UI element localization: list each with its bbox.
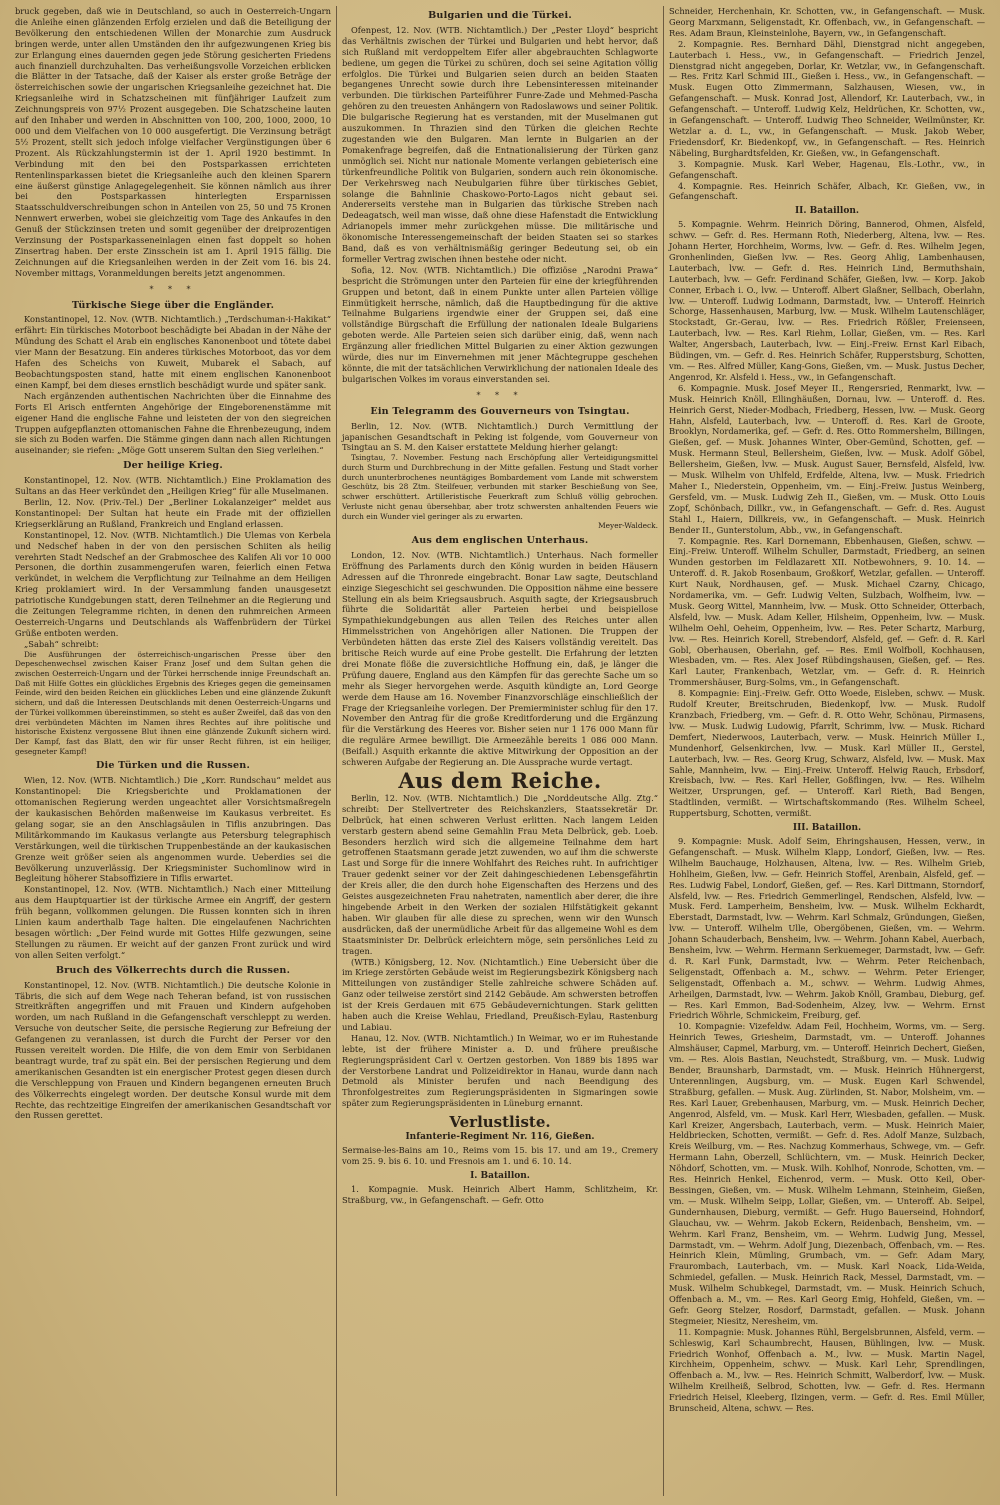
article-paragraph: Hanau, 12. Nov. (WTB. Nichtamtlich.) In Weimar, wo er im Ruhestande lebte, ist der frühere Minister a. D. und frühere preußische Regierungspräsident Carl v. Oertzen gestorben. Von 1889 bis 1895 war der Verstorbene Landrat und Polizeidirektor in Hanau, wurde dann nach Detmold als Minister berufen und nach Beendigung des Thronfolgestreites zum Regierungspräsidenten in Sigmaringen sowie später zum Regierungspräsidenten in Lüneburg ernannt. bbox=[342, 1032, 658, 1109]
article-paragraph: Berlin, 12. Nov. (WTB. Nichtamtlich.) Durch Vermittlung der japanischen Gesandtschaft in Peking ist folgende, vom Gouverneur von Tsingtau an S. M. den Kaiser erstattete Meldung hierher gelangt: bbox=[342, 420, 658, 453]
casualty-list-entry: Schneider, Herchenhain, Kr. Schotten, vw., in Gefangenschaft. — Musk. Georg Marxmann, Seligenstadt, Kr. Offenbach, vw., in Gefangenschaft. — Res. Adam Braun, Kleinsteinlohe, Bayern, vw., in Gefangenschaft. bbox=[669, 6, 985, 38]
headline-heiliger-krieg: Der heilige Krieg. bbox=[123, 460, 223, 472]
headline-voelkerrecht: Bruch des Völkerrechts durch die Russen. bbox=[55, 964, 291, 976]
casualty-list-entry: 8. Kompagnie: Einj.-Freiw. Gefr. Otto Woede, Eisleben, schwv. — Musk. Rudolf Kreuter, Breitschruden, Biedenkopf, lvw. — Musk. Rudolf Kranzbach, Friedberg, vm. — Gefr. d. R. Otto Wehr, Schönau, Pirmasens, lvw. — Musk. Ludwig Ludowig, Pfarrlt, Schrimm, lvw. — Musk. Richard Demfert, Niederwoos, Lauterbach, verw. — Musk. Heinrich Müller I., Mundenhorf, Gelsenkirchen, lvw. — Musk. Karl Müller II., Gerstel, Lauterbach, lvw. — Res. Georg Krug, Schwarz, Alsfeld, lvw. — Musk. Max Sahle, Mannheim, lvw. — Einj.-Freiw. Unteroff. Helwig Rauch, Erbsdorf, Kreisbach, lvw. — Res. Karl Heller, Goßflingen, lvw. — Res. Wilhelm Weitzer, Ursprungen, gef. — Unteroff. Karl Rieth, Bad Bengen, Stadtlinden, vermißt. — Wirtschaftskommando (Res. Wilhelm Scheel, Ruppertsburg, Schotten, vermißt. bbox=[669, 688, 985, 819]
casualty-list-entry: 1. Kompagnie. Musk. Heinrich Albert Hamm, Schlitzheim, Kr. Straßburg, vw., in Gefangenschaft. — Gefr. Otto bbox=[342, 1183, 658, 1205]
separator: * * * bbox=[476, 390, 524, 400]
section-title-verlustliste: Verlustliste. bbox=[449, 1113, 551, 1132]
article-paragraph: London, 12. Nov. (WTB. Nichtamtlich.) Unterhaus. Nach formeller Eröffnung des Parlaments durch den König wurden in beiden Häusern Adressen auf die Thronrede eingebracht. Bonar Law sagte, Deutschland einzige Siegeschicht sei geschwunden. Die Opposition nähme eine bessere Stellung ein als beim Kriegsausbruch. Asquith sagte, der Kriegsausbruch führte die Solidarität aller Parteien herbei und beispiellose Sympathiekundgebungen aus allen Teilen des Reiches unter allen Himmelsstrichen von Angehörigen aller Nationen. Die Truppen der Verbündeten hätten das erste Ziel des Kaisers vollständig vereitelt. Das britische Reich wurde auf eine Probe gestellt. Die Erfahrung der letzten drei Monate flöße die zuversichtliche Hoffnung ein, daß, je länger die Prüfung dauere, England aus den Kämpfen für das gerechte Sache um so mehr als Sieger hervorgehen werde. Asquith kündigte an, Lord George werde dem Hause am 16. November Finanzvorschläge einschließlich der Frage der Kriegsanleihe vorlegen. Der Premierminister schlug für den 17. November den Antrag für die große Kreditforderung und die Ergänzung für die Verstärkung des Heeres vor. Bisher seien nur 1 176 000 Mann für die reguläre Armee bewilligt. Die Armeezähle bereits 1 086 000 Mann. (Beifall.) Asquith erkannte die aktive Mitwirkung der Opposition an der schweren Aufgabe der Regierung an. Die Aussprache wurde vertagt. bbox=[342, 549, 658, 768]
headline-tsingtau: Ein Telegramm des Gouverneurs von Tsingtau. bbox=[370, 405, 630, 417]
casualty-list-entry: 3. Kompagnie. Musk. Karl Weber, Hagenau, Els.-Lothr., vw., in Gefangenschaft. bbox=[669, 158, 985, 180]
battalion-heading: II. Bataillon. bbox=[794, 206, 860, 217]
headline-bulgarien-tuerkei: Bulgarien und die Türkei. bbox=[428, 10, 572, 21]
regiment-heading: Infanterie-Regiment Nr. 116, Gießen. bbox=[405, 1132, 595, 1143]
casualty-list-entry: 5. Kompagnie. Wehrm. Heinrich Döring, Bannerod, Ohmen, Alsfeld, schwv. — Gefr. d. Res. Hermann Roth, Niederberg, Altena, lvw. — Res. Johann Herter, Horchheim, Worms, lvw. — Gefr. d. Res. Wilhelm Jegen, Gronhenlinden, Gießen lvw. — Res. Georg Ahlig, Lambenhausen, Lauterbach, lvw. — Gefr. d. Res. Heinrich Lind, Bermuthshain, Lauterbach, lvw. — Gefr. Ferdinand Schäfer, Gießen, lvw. — Korp. Jakob Conner, Erbach i. O., lvw. — Unteroff. Albert Glaßner, Sellbach, Oberlahn, lvw. — Unteroff. Ludwig Lodmann, Darmstadt, lvw. — Unteroff. Heinrich Schorge, Hassenhausen, Marburg, lvw. — Musk. Wilhelm Lautenschläger, Stockstadt, Gr.-Gerau, lvw. — Res. Friedrich Rößler, Freienseen, Lauterbach, lvw. — Res. Karl Riehm, Lollar, Gießen, vm. — Res. Karl Walter, Angersbach, Lauterbach, lvw. — Einj.-Freiw. Ernst Karl Eibach, Büdingen, vm. — Gefr. d. Res. Heinrich Schäfer, Rupperstsburg, Schotten, vm. — Res. Alfred Müller, Kang-Gons, Gießen, vm. — Musk. Justus Decher, Angenrod, Kr. Alsfeld i. Hess., vw., in Gefangenschaft. bbox=[669, 219, 985, 382]
headline-unterhaus: Aus dem englischen Unterhaus. bbox=[411, 534, 589, 546]
headline-tuerkische-siege: Türkische Siege über die Engländer. bbox=[71, 299, 275, 311]
article-paragraph: Sofia, 12. Nov. (WTB. Nichtamtlich.) Die offiziöse „Narodni Prawa“ bespricht die Strömungen unter den Parteien für eine der kriegführenden Gruppen und betont, daß in einem Punkte unter allen Parteien völlige Einmütigkeit herrsche, nämlich, daß die Hauptbedingung für die aktive Teilnahme Bulgariens irgendwie einer der Gruppen sei, daß eine vollständige Bürgschaft die Erfüllung der nationalen Ideale Bulgariens geboten werde. Alle Parteien seien sich darüber einig, daß, wenn nach Ergänzung aller friedlichen Mittel Bulgarien zu einer Aktion gezwungen würde, dies nur im Einvernehmen mit jener Mächtegruppe geschehen könnte, die mit der tatsächlichen Verwirklichung der nationalen Ideale des bulgarischen Volkes im voraus einverstanden sei. bbox=[342, 264, 658, 384]
casualty-list-entry: 4. Kompagnie. Res. Heinrich Schäfer, Albach, Kr. Gießen, vw., in Gefangenschaft. bbox=[669, 180, 985, 202]
article-paragraph-small: Die Ausführungen der österreichisch-ungarischen Presse über den Depeschenwechsel zwischen Kaiser Franz Josef und dem Sultan gehen die zwischen Oesterreich-Ungarn und der Türkei herrschende innige Freundschaft an. Daß mit Hilfe Gottes ein glückliches Ergebnis des Krieges gegen die gemeinsamen Feinde, wird den beiden Reichen ein glückliches Leben und eine glänzende Zukunft sichern, und daß die Interessen Deutschlands mit denen Oesterreich-Ungarns und der Türkei vollkommen übereinstimmen, so steht es außer Zweifel, daß das von den drei verbündeten Mächten im Namen ihres Rechtes auf ihre politische und historische Existenz vergossene Blut ihnen eine glänzende Zukunft sichern wird. Der Kampf, fast das Blatt, den wir für unser Recht führen, ist ein heiliger, gesegneter Kampf! bbox=[15, 649, 331, 756]
article-paragraph: Berlin, 12. Nov. (Priv.-Tel.) Der „Berliner Lokalanzeiger“ meldet aus Konstantinopel: Der Sultan hat heute ein Frade mit der offiziellen Kriegserklärung an Rußland, Frankreich und England erlassen. bbox=[15, 496, 331, 529]
casualty-list-entry: 2. Kompagnie. Res. Bernhard Dähl, Dienstgrad nicht angegeben, Lauterbach i. Hess., vw., in Gefangenschaft. — Friedrich Jenzel, Dienstgrad nicht angegeben, Dorlar, Kr. Wetzlar, vw., in Gefangenschaft. — Res. Fritz Karl Schmid III., Gießen i. Hess., vw., in Gefangenschaft. — Musk. Eugen Otto Zimmermann, Salzhausen, Wiesen, vw., in Gefangenschaft. — Musk. Konrad Jost, Allendorf, Kr. Lauterbach, vw., in Gefangenschaft. — Unteroff. Ludwig Kelz, Heldrüchen, Kr. Schotten, vw., in Gefangenschaft. — Unteroff. Ludwig Theo Schneider, Weilmünster, Kr. Wetzlar a. d. L., vw., in Gefangenschaft. — Musk. Jakob Weber, Friedensdorf, Kr. Biedenkopf, vw., in Gefangenschaft. — Res. Heinrich Näbeling, Burghardtsfelden, Kr. Gießen, vw., in Gefangenschaft. bbox=[669, 38, 985, 158]
article-paragraph-small: Tsingtau, 7. November. Festung nach Erschöpfung aller Verteidigungsmittel durch Sturm und Durchbrechung in der Mitte gefallen. Festung und Stadt vorher durch ununterbrochenes neuntägiges Bombardement vom Lande mit schwerstem Geschütz, bis 28 Ztm. Steilfeuer, verbunden mit starker Beschießung von See, schwer erschüttert. Artilleristische Feuerkraft zum Schluß völlig gebrochen. Verluste nicht genau übersehbar, aber trotz schwersten anhaltenden Feuers wie durch ein Wunder viel geringer als zu erwarten. bbox=[342, 453, 658, 521]
casualty-list-entry: 6. Kompagnie. Musk. Josef Meyer II., Rengersried, Renmarkt, lvw. — Musk. Heinrich Knöll, Ellinghäußen, Dornau, lvw. — Unteroff. d. Res. Heinrich Gerst, Nieder-Modbach, Friedberg, Hessen, lvw. — Musk. Georg Hahn, Alsfeld, Lauterbach, lvw. — Unteroff. d. Res. Karl de Groote, Brooklyn, Nordamerika, gef. — Gefr. d. Res. Otto Rommershelm, Billingen, Gießen, gef. — Musk. Johannes Winter, Ober-Gemünd, Schotten, gef. — Musk. Hermann Steul, Bellersheim, Gießen, lvw. — Musk. Adolf Göbel, Bellersheim, Gießen, lvw. — Musk. August Sauer, Bernsfeld, Alsfeld, lvw. — Musk. Wilhelm von Uhlfeld, Erdfelde, Altena, lvw. — Musk. Friedrich Maher I., Niederstein, Oppenheim, vm. — Einj.-Freiw. Justus Weinberg, Gersfeld, vm. — Musk. Ludwig Zeh II., Gießen, vm. — Musk. Otto Louis Zopf, Schönbach, Dillkr., vw., in Gefangenschaft. — Gefr. d. Res. August Stahl I., Haiern, Dillkreis, vw., in Gefangenschaft. — Musk. Heinrich Bender II., Gunterstolum, Abb., vw., in Gefangenschaft. bbox=[669, 382, 985, 535]
article-paragraph: Konstantinopel, 12. Nov. (WTB. Nichtamtlich.) Nach einer Mitteilung aus dem Hauptquartier ist der türkische Armee ein Angriff, der gestern früh begann, vollkommen gelungen. Die Russen konnten sich in ihren Linien kaum anderthalb Tage halten. Die eingelaufenen Nachrichten besagen wörtlich: „Der Feind wurde mit Gottes Hilfe gezwungen, seine Stellungen zu räumen. Er weicht auf der ganzen Front zurück und wird von allen Seiten verfolgt.“ bbox=[15, 884, 331, 960]
casualty-list-entry: 11. Kompagnie: Musk. Johannes Rühl, Bergelsbrunnen, Alsfeld, verm. — Schleswig, Karl Schaumbrecht, Hausen, Bühlingen, lvw. — Musk. Friedrich Wonhof, Offenbach a. M., lvw. — Musk. Martin Nagel, Kirchheim, Oppenheim, schwv. — Musk. Karl Lehr, Sprendlingen, Offenbach a. M., lvw. — Res. Heinrich Schmitt, Walberdorf, lvw. — Musk. Wilhelm Kreilheiß, Selbrod, Schotten, lvw. — Gefr. d. Res. Hermann Friedrich Heisel, Kleeberg, Ilzingen, verm. — Gefr. d. Res. Emil Müller, Brunscheid, Altena, schwv. — Res. bbox=[669, 1326, 985, 1414]
article-paragraph: Sermaise-les-Bains am 10., Reims vom 15. bis 17. und am 19., Cremery vom 25. 9. bis 6. 10. und Fresnois am 1. und 6. 10. 14. bbox=[342, 1145, 658, 1166]
article-paragraph: Ofenpest, 12. Nov. (WTB. Nichtamtlich.) Der „Pester Lloyd“ bespricht das Verhältnis zwischen der Türkei und Bulgarien und hebt hervor, daß sich Rußland mit verdoppeltem Eifer aller abgebrauchten Schlagworte bediene, um gegen die Türkei zu schüren, doch sei seine Agitation völlig erfolglos. Die Türkei und Bulgarien seien durch an beiden Staaten begangenes Unrecht sowie durch ihre Lebensinteressen miteinander verbunden. Die türkischen Parteiführer Funre-Zade und Mehmed-Pascha gehören zu den treuesten Anhängern von Radoslawows und seiner Politik. Die bulgarische Regierung hat es verstanden, mit der Muselmanen gut auszukommen. In Thrazien sind den Türken die gleichen Rechte zugestanden wie den Bulgaren. Man lernte in Bulgarien an der Pomakenfrage begreifen, daß die Entnationalisierung der Türken ganz unmöglich sei. Nicht nur nationale Momente verlangen gebieterisch eine türkenfreundliche Politik von Bulgarien, sondern auch rein ökonomische. Der Verkehrsweg nach Neubulgarien führe über türkisches Gebiet, solange die Bahnlinie Chaskowo-Porto-Lagos nicht gebaut sei. Andererseits verstehe man in Bulgarien das türkische Streben nach Dedeagatsch, weil man wisse, daß ohne diese Hafenstadt die Entwicklung Adrianopels immer mehr zurückgehen müsse. Die militärische und ökonomische Interessengemeinschaft der beiden Staaten sei so starkes Band, daß es von verhältnismäßig geringer Bedeutung sei, ob ein formeller Vertrag zwischen ihnen bestehe oder nicht. bbox=[342, 24, 658, 264]
casualty-list-entry: 7. Kompagnie. Res. Karl Dornemann, Ebbenhausen, Gießen, schwv. — Einj.-Freiw. Unteroff. Wilhelm Schuller, Darmstadt, Friedberg, an seinen Wunden gestorben im Feldlazarett XII. Notbewohners, 9. 10. 14. — Unteroff. d. R. Jakob Rosenbaum, Großkorf, Wetzlar, gefallen. — Unteroff. Kurt Nauk, Nordhausen, gef. — Musk. Michael Czarny, Chicago, Nordamerika, vm. — Gefr. Ludwig Velten, Sulzbach, Wolfheim, lvw. — Musk. Georg Wittel, Mannheim, lvw. — Musk. Otto Schneider, Otterbach, Alsfeld, lvw. — Musk. Adam Keller, Hilsheim, Oppenheim, lvw. — Musk. Wilhelm Oehl, Oeheim, Oppenheim, lvw. — Res. Peter Schartz, Marburg, lvw. — Res. Heinrich Korell, Strebendorf, Alsfeld, gef. — Gefr. d. R. Karl Gobl, Oberhausen, Oberlahn, gef. — Res. Emil Wolfboll, Kochhausen, Wiesbaden, vm. — Res. Alex Josef Rübdingshausen, Gießen, gef. — Res. Karl Lauter, Frankenbach, Wetzlar, vm. — Gefr. d. R. Heinrich Trommershäuser, Burg-Solms, vm., in Gefangenschaft. bbox=[669, 535, 985, 688]
column-right bbox=[664, 6, 990, 1496]
article-paragraph: Konstantinopel, 12. Nov. (WTB. Nichtamtlich.) „Terdschuman-i-Hakikat“ erfährt: Ein türkisches Motorboot beschädigte bei Abadan in der Nähe der Mündung des Schatt el Arab ein englisches Kanonenboot und tötete dabei vier Mann der Besatzung. Ein anderes türkisches Motorboot, das vor dem Hafen des Scheichs von Kuweit, Mubarek el Sabach, auf Beobachtungsposten stand, hatte mit einem englischen Kanonenboot einen Kampf, bei dem dieses ernstlich beschädigt wurde und später sank. bbox=[15, 314, 331, 390]
separator: * * * bbox=[149, 284, 197, 294]
battalion-heading: I. Bataillon. bbox=[470, 1170, 530, 1181]
article-paragraph: Konstantinopel, 12. Nov. (WTB. Nichtamtlich.) Die Ulemas von Kerbela und Nedschef haben in der von den persischen Schiiten als heilig verehrten Stadt Nedschef an der Grabmoschee des Kalifen Ali vor 10 000 Personen, die dorthin zusammengerufen waren, feierlich einen Fetwa verkündet, in welchem die Verpflichtung zur Teilnahme an dem Heiligen Krieg proklamiert wird. In der Versammlung fanden unausgesetzt patriotische Kundgebungen statt, deren Teilnehmer an die Regierung und die Zeitungen Telegramme richten, in denen den ruhmreichen Armeen Oesterreich-Ungarns und Deutschlands als Waffenbrüdern der Türkei Grüße entboten werden. bbox=[15, 529, 331, 638]
article-paragraph: „Sabah“ schreibt: bbox=[24, 638, 99, 649]
article-paragraph: Nach ergänzenden authentischen Nachrichten über die Einnahme des Forts El Arisch entfernten Angehörige der Eingeborenenstämme mit eigener Hand die englische Fahne und leisteten der von den siegreichen Truppen aufgepflanzten ottomanischen Fahne die Ehrenbezeugung, indem sie sich zu Boden warfen. Die Stämme gingen dann nach allen Richtungen auseinander; sie riefen: „Möge Gott unserem Sultan den Sieg verleihen.“ bbox=[15, 390, 331, 456]
article-paragraph: Konstantinopel, 12. Nov. (WTB. Nichtamtlich.) Eine Proklamation des Sultans an das Heer verkündet den „Heiligen Krieg“ für alle Muselmanen. bbox=[15, 475, 331, 497]
section-title-aus-dem-reiche: Aus dem Reiche. bbox=[398, 768, 602, 793]
casualty-list-entry: 10. Kompagnie: Vizefeldw. Adam Feil, Hochheim, Worms, vm. — Serg. Heinrich Tewes, Griesheim, Darmstadt, vm. — Unteroff. Johannes Almshäuser, Capmel, Marburg, vm. — Unteroff. Heinrich Dechert, Gießen, vm. — Res. Alois Bastian, Neuchstedt, Straßburg, vm. — Musk. Ludwig Bender, Braunsharb, Darmstadt, vm. — Musk. Heinrich Hühnergerst, Unterennlingen, Augsburg, vm. — Musk. Eugen Karl Schwendel, Straßburg, gefallen. — Musk. Aug. Zürlinden, St. Nabor, Molsheim, vm. — Res. Karl Lauer, Grebenhausen, Marburg, vm. — Musk. Heinrich Decher, Angenrod, Alsfeld, vm. — Musk. Karl Herr, Wiesbaden, gefallen. — Musk. Karl Kreizer, Angersbach, Lauterbach, verm. — Musk. Heinrich Maier, Heldbriecken, Schotten, vermißt. — Gefr. d. Res. Adolf Manze, Sulzbach, Kreis Weilburg, vm. — Res. Nachzug Kommerhaus, Schwege, vm. — Gefr. Hermann Lahn, Oberzell, Schlüchtern, vm. — Musk. Heinrich Decker, Nöhdorf, Schotten, vm. — Musk. Wilh. Kohlhof, Nonrode, Schotten, vm. — Res. Heinrich Henkel, Eichenrod, verm. — Musk. Otto Keil, Ober-Bessingen, Gießen, vm. — Musk. Wilhelm Lehmann, Steinheim, Gießen, vm. — Musk. Wilhelm Seipp, Lollar, Gießen, vm. — Unteroff. Ab. Seipel, Gundernhausen, Dieburg, vermißt. — Gefr. Hugo Bauerseind, Hohndorf, Glauchau, vw. — Wehrm. Jakob Eckern, Reidenbach, Bensheim, vm. — Wehrm. Karl Franz, Bensheim, vm. — Wehrm. Ludwig Jung, Messel, Darmstadt, vm. — Wehrm. Adolf Jung, Diezenbach, Offenbach, vm. — Res. Heinrich Klein, Mümling, Grumbach, vm. — Gefr. Adam Mary, Fraurombach, Lauterbach, vm. — Musk. Karl Noack, Lida-Weida, Schmiedel, gefallen. — Musk. Heinrich Rack, Messel, Darmstadt, vm. — Musk. Wilhelm Schubkegel, Darmstadt, vm. — Musk. Heinrich Schuch, Offenbach a. M., vm. — Res. Karl Georg Emig, Hohfeld, Gießen, vm. — Gefr. Georg Stelzer, Rosdorf, Darmstadt, gefallen. — Musk. Johann Stegmeier, Niesitz, Neresheim, vm. bbox=[669, 1021, 985, 1326]
signature: Meyer-Waldeck. bbox=[598, 521, 658, 531]
article-paragraph: Wien, 12. Nov. (WTB. Nichtamtlich.) Die „Korr. Rundschau“ meldet aus Konstantinopel: Die Kriegsberichte und Proklamationen der ottomanischen Regierung werden ungeachtet aller Vorsichtsmaßregeln der kaukasischen Behörden maßenweise im Kaukasus verbreitet. Es gelang sogar, sie an den Anschlagsäulen in Tiflis anzubringen. Das Militärkommando im Kaukasus verlangte aus Petersburg telegraphisch Verstärkungen, weil die türkischen Truppenbestände an der kaukasischen Grenze weit größer seien als angenommen wurde. Ueberdies sei die Bevölkerung unzuverlässig. Der Kriegsminister Suchomlinow wird in Begleitung höherer Stabsoffiziere in Tiflis erwartet. bbox=[15, 775, 331, 884]
casualty-list-entry: 9. Kompagnie: Musk. Adolf Seim, Ehringshausen, Hessen, verw., in Gefangenschaft. — Musk. Wilhelm Klapp, Londorf, Gießen, lvw. — Res. Wilhelm Bauchauge, Holzhausen, Altena, lvw. — Res. Wilhelm Grieb, Hohlheim, Gießen, lvw. — Gefr. Heinrich Stoffel, Arenbain, Alsfeld, gef. — Res. Ludwig Fabel, Londorf, Gießen, gef. — Res. Karl Dittmann, Storndorf, Alsfeld, lvw. — Res. Friedrich Gemmerlingel, Rendschen, Alsfeld, lvw. — Musk. Ferd. Lamperheim, Bensheim, lvw. — Musk. Wilhelm Eckhardt, Eberstadt, Darmstadt, lvw. — Wehrm. Karl Schmalz, Gründungen, Gießen, lvw. — Unteroff. Wilhelm Ulle, Obergöbenen, Gießen, vm. — Wehrm. Johann Schauderbach, Bensheim, lvw. — Wehrm. Johann Kabel, Auerbach, Bensheim, lvw. — Wehrm. Hermann Serkuemeger, Darmstadt, lvw. — Gefr. d. R. Karl Funk, Darmstadt, lvw. — Wehrm. Peter Reichenbach, Seligenstadt, Offenbach a. M., schwv. — Wehrm. Peter Erienger, Seligenstadt, Offenbach a. M., schwv. — Wehrm. Ludwig Ahmes, Arheilgen, Darmstadt, lvw. — Wehrm. Jakob Knöll, Grambau, Dieburg, gef. — Res. Karl Emmon, Bad-Sodenheim, Alzey, lvw. — Wehrm. Ernst Friedrich Wöhrle, Schmickeim, Freiburg, gef. bbox=[669, 835, 985, 1021]
column-left bbox=[10, 6, 336, 1496]
article-paragraph: Berlin, 12. Nov. (WTB. Nichtamtlich.) Die „Norddeutsche Allg. Ztg.“ schreibt: Der Stellvertreter des Reichskanzlers, Staatssekretär Dr. Delbrück, hat einen schweren Verlust erlitten. Nach langem Leiden verstarb gestern abend seine Gemahlin Frau Meta Delbrück, geb. Loeb. Besonders herzlich wird sich die allgemeine Teilnahme dem hart getroffenen Staatsmann gerade jetzt zuwenden, wo auf ihm die schwerste Last und Sorge für die innere Wohlfahrt des Reiches ruht. In aufrichtiger Trauer gedenkt seiner vor der Zeit dahingeschiedenen Lebensgefährtin der Kreis aller, die den durch hohe Eigenschaften des Herzens und des Geistes ausgezeichneten Frau nahetraten, namentlich aber derer, die ihre hingebende Arbeit in den Werken der sozialen Hilfstätigkeit gekannt haben. Wir glauben für alle diese zu sprechen, wenn wir den Wunsch ausdrücken, daß der unermüdliche Arbeit für das allgemeine Wohl es dem Staatsminister Dr. Delbrück erleichtern möge, sein persönliches Leid zu tragen. bbox=[342, 792, 658, 956]
article-paragraph: Konstantinopel, 12. Nov. (WTB. Nichtamtlich.) Die deutsche Kolonie in Täbris, die sich auf dem Wege nach Teheran befand, ist von russischen Streitkräften angegriffen und mit Frauen und Kindern aufgehoben worden, um nach Rußland in die Gefangenschaft verschleppt zu werden. Versuche von deutscher Seite, die persische Regierung zur Befreiung der Gefangenen zu veranlassen, ist durch die Furcht der Perser vor den Russen vereitelt worden. Die Hilfe, die von dem Emir von Serbidanen beantragt wurde, traf zu spät ein. Bei der persischen Regierung und dem amerikanischen Gesandten ist ein energischer Protest gegen diesen durch die Verschleppung von Frauen und Kindern begangenen erneuten Bruch des Völkerrechts eingelegt worden. Der deutsche Konsul wurde mit dem Rechte, das rechtzeitige Eingreifen der amerikanischen Gesandtschaft vor den Russen gerettet. bbox=[15, 979, 331, 1121]
article-paragraph: (WTB.) Königsberg, 12. Nov. (Nichtamtlich.) Eine Uebersicht über die im Kriege zerstörten Gebäude weist im Regierungsbezirk Königsberg nach Mitteilungen von zuständiger Stelle zahlreiche schwere Schäden auf. Ganz oder teilweise zerstört sind 2142 Gebäude. Am schwersten betroffen ist der Kreis Gerdauen mit 675 Gebäudevernichtungen. Stark gelitten haben auch die Kreise Wehlau, Friedland, Preußisch-Eylau, Rastenburg und Labiau. bbox=[342, 956, 658, 1032]
column-middle bbox=[337, 6, 663, 1496]
headline-tuerken-russen: Die Türken und die Russen. bbox=[95, 760, 251, 772]
article-continuation-anleihe: bruck gegeben, daß wie in Deutschland, so auch in Oesterreich-Ungarn die Anleihe einen glänzenden Erfolg erzielen und daß die Beteiligung der Bevölkerung den entschiedenen Willen der Monarchie zum Ausdruck bringen werde, unter allen Umständen den ihr aufgezwungenen Krieg bis zur Erlangung eines dauernden gegen jede Störung gesicherten Friedens auch finanziell durchzuhalten. Das verheißungsvolle Vorzeichen erblicken die Blätter in der Tatsache, daß der Kaiser als erster große Beträge der österreichischen sowie der ungarischen Kriegsanleihe gezeichnet hat. Die Kriegsanleihe wird in Schatzscheinen mit fünfjähriger Laufzeit zum Zeichnungspreis von 97½ Prozent ausgegeben. Die Schatzscheine lauten auf den Inhaber und werden in Abschnitten von 100, 200, 1000, 2000, 10 000 und dem Vielfachen von 10 000 ausgefertigt. Die Verzinsung beträgt 5½ Prozent, stellt sich jedoch infolge vielfacher Vergünstigungen über 6 Prozent. Als Rückzahlungstermin ist der 1. April 1920 bestimmt. In Verbindung mit den bei den Postsparkassen errichteten Rentenlinsparkassen bietet die Kriegsanleihe auch den kleinen Sparern eine äußerst günstige Anlagegelegenheit. Sie können nämlich aus ihrer bei den Postsparkassen hinterlegten Ersparnissen Staatsschuldverschreibungen schon in Anteilen von 25, 50 und 75 Kronen Nennwert erwerben, wobei sie gleichzeitig vom Tage des Ankaufes in den Genuß der Stückzinsen treten und somit gegenüber der dreiprozentigen Verzinsung der Postsparkasseneinlagen einen fast doppelt so hohen Zinsertrag haben. Der erste Zinsschein ist am 1. April 1915 fällig. Die Zeichnungen auf die Kriegsanleihen werden in der Zeit vom 16. bis 24. November mittags, Voranmeldungen bereits jetzt angenommen. bbox=[15, 6, 331, 278]
battalion-heading: III. Bataillon. bbox=[792, 823, 862, 834]
